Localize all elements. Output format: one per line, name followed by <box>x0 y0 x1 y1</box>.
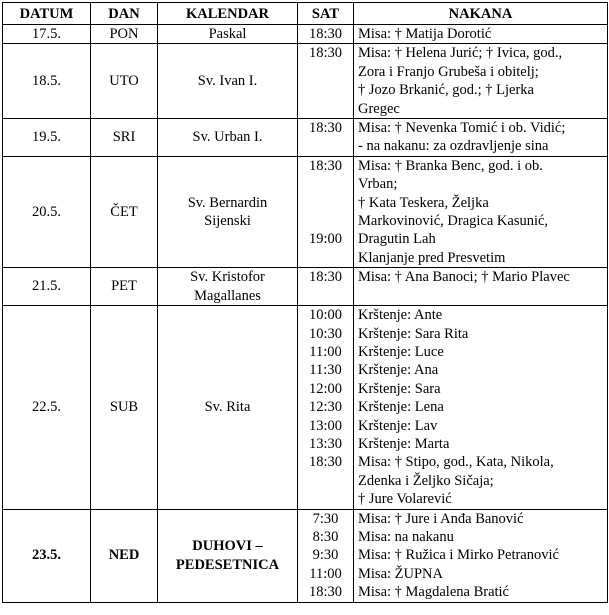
date-cell: 19.5. <box>3 119 91 157</box>
time-cell <box>298 25 354 44</box>
date-cell: 17.5. <box>3 25 91 44</box>
intention-line: Misa: † Nevenka Tomić i ob. Vidić; <box>358 120 566 137</box>
calendar-line: DUHOVI – <box>192 538 263 555</box>
intention-line: Zdenka i Željko Sičaja; <box>358 472 494 489</box>
time-line: 8:30 <box>312 528 339 545</box>
time-line: 18:30 <box>308 26 343 42</box>
time-cell <box>298 119 354 157</box>
calendar-cell <box>158 119 298 157</box>
time-line: 7:30 <box>312 510 339 527</box>
day-cell: ČET <box>91 156 158 267</box>
intention-cell <box>354 306 608 509</box>
intention-line: Krštenje: Lena <box>358 399 444 416</box>
intention-line: Zora i Franjo Grubeša i obitelj; <box>358 63 539 80</box>
calendar-line: Sv. Kristofor <box>190 269 265 286</box>
calendar-line: Sv. Rita <box>204 399 251 416</box>
intention-line: Krštenje: Lav <box>358 417 438 434</box>
intention-line: Krštenje: Marta <box>358 435 450 452</box>
calendar-line: Sv. Urban I. <box>192 129 263 146</box>
intention-cell <box>354 44 608 119</box>
table-row <box>3 119 608 157</box>
intention-line: Misa: † Ružica i Mirko Petranović <box>358 547 559 564</box>
time-line: 12:00 <box>308 380 343 397</box>
time-spacer <box>298 194 353 212</box>
calendar-cell <box>158 44 298 119</box>
calendar-line: Paskal <box>208 26 247 42</box>
day-cell: UTO <box>91 44 158 119</box>
intention-cell <box>354 119 608 157</box>
day-cell: NED <box>91 509 158 602</box>
date-cell: 21.5. <box>3 268 91 306</box>
date-cell: 20.5. <box>3 156 91 267</box>
calendar-line: Sv. Ivan I. <box>197 73 258 90</box>
intention-cell <box>354 25 608 44</box>
calendar-cell <box>158 268 298 306</box>
intention-line: Gregec <box>358 100 400 117</box>
mass-schedule-table <box>2 2 608 603</box>
date-cell: 18.5. <box>3 44 91 119</box>
day-cell: SRI <box>91 119 158 157</box>
intention-line: † Jozo Brkanić, god.; † Ljerka <box>358 82 534 99</box>
intention-cell <box>354 509 608 602</box>
time-line: 18:30 <box>308 157 343 174</box>
intention-line: Dragutin Lah <box>358 231 436 248</box>
intention-line: † Kata Teskera, Željka <box>358 194 489 211</box>
time-line: 10:00 <box>308 307 343 324</box>
intention-line: Misa: ŽUPNA <box>358 565 443 582</box>
header-nakana: NAKANA <box>354 3 608 25</box>
intention-line: Misa: † Ana Banoci; † Mario Plavec <box>358 269 570 286</box>
time-cell <box>298 44 354 119</box>
table-row <box>3 156 608 267</box>
intention-line: - na nakanu: za ozdravljenje sina <box>358 138 549 155</box>
intention-line: Krštenje: Luce <box>358 343 444 360</box>
header-dan: DAN <box>91 3 158 25</box>
date-cell: 23.5. <box>3 509 91 602</box>
time-spacer <box>298 212 353 230</box>
intention-line: Krštenje: Ante <box>358 307 443 324</box>
calendar-cell <box>158 156 298 267</box>
intention-line: Misa: † Branka Benc, god. i ob. <box>358 157 543 174</box>
time-line: 18:30 <box>308 454 343 471</box>
time-line: 18:30 <box>308 269 343 286</box>
time-line: 11:00 <box>309 343 342 360</box>
intention-cell <box>354 268 608 306</box>
calendar-cell <box>158 509 298 602</box>
intention-line: Misa: na nakanu <box>358 528 454 545</box>
time-line: 19:00 <box>308 231 343 248</box>
table-row <box>3 25 608 44</box>
date-cell: 22.5. <box>3 306 91 509</box>
time-cell <box>298 306 354 509</box>
time-line: 18:30 <box>308 584 343 601</box>
intention-line: Krštenje: Sara Rita <box>358 325 469 342</box>
time-line: 11:00 <box>309 565 342 582</box>
intention-line: † Jure Volarević <box>358 491 452 508</box>
time-line: 11:30 <box>309 362 342 379</box>
header-datum: DATUM <box>3 3 91 25</box>
calendar-cell <box>158 25 298 44</box>
day-cell: PET <box>91 268 158 306</box>
table-row <box>3 306 608 509</box>
time-line: 13:30 <box>308 435 343 452</box>
intention-line: Misa: † Stipo, god., Kata, Nikola, <box>358 454 554 471</box>
time-line: 13:00 <box>308 417 343 434</box>
time-cell <box>298 268 354 306</box>
calendar-line: Sv. Bernardin <box>187 194 268 211</box>
time-cell <box>298 156 354 267</box>
time-line: 18:30 <box>308 45 343 62</box>
intention-line: Krštenje: Sara <box>358 380 441 397</box>
time-line: 12:30 <box>308 399 343 416</box>
calendar-line: Sijenski <box>204 213 251 230</box>
day-cell: SUB <box>91 306 158 509</box>
intention-line: Vrban; <box>358 176 398 193</box>
intention-cell <box>354 156 608 267</box>
table-row <box>3 44 608 119</box>
day-cell: PON <box>91 25 158 44</box>
time-spacer <box>298 175 353 193</box>
header-row <box>3 3 608 25</box>
intention-line: Misa: † Jure i Anđa Banović <box>358 510 524 527</box>
calendar-line: Magallanes <box>194 287 261 304</box>
time-line: 18:30 <box>308 120 343 137</box>
intention-line: Misa: † Helena Jurić; † Ivica, god., <box>358 45 563 62</box>
calendar-cell <box>158 306 298 509</box>
table-row <box>3 268 608 306</box>
intention-line: Klanjanje pred Presvetim <box>358 249 506 266</box>
time-line: 10:30 <box>308 325 343 342</box>
header-sat: SAT <box>298 3 354 25</box>
intention-line: Misa: † Matija Dorotić <box>358 26 492 42</box>
time-cell <box>298 509 354 602</box>
header-kalendar: KALENDAR <box>158 3 298 25</box>
table-row <box>3 509 608 602</box>
intention-line: Markovinović, Dragica Kasunić, <box>358 213 549 230</box>
calendar-line: PEDESETNICA <box>175 556 280 573</box>
intention-line: Misa: † Magdalena Bratić <box>358 584 509 601</box>
time-line: 9:30 <box>312 547 339 564</box>
intention-line: Krštenje: Ana <box>358 362 439 379</box>
